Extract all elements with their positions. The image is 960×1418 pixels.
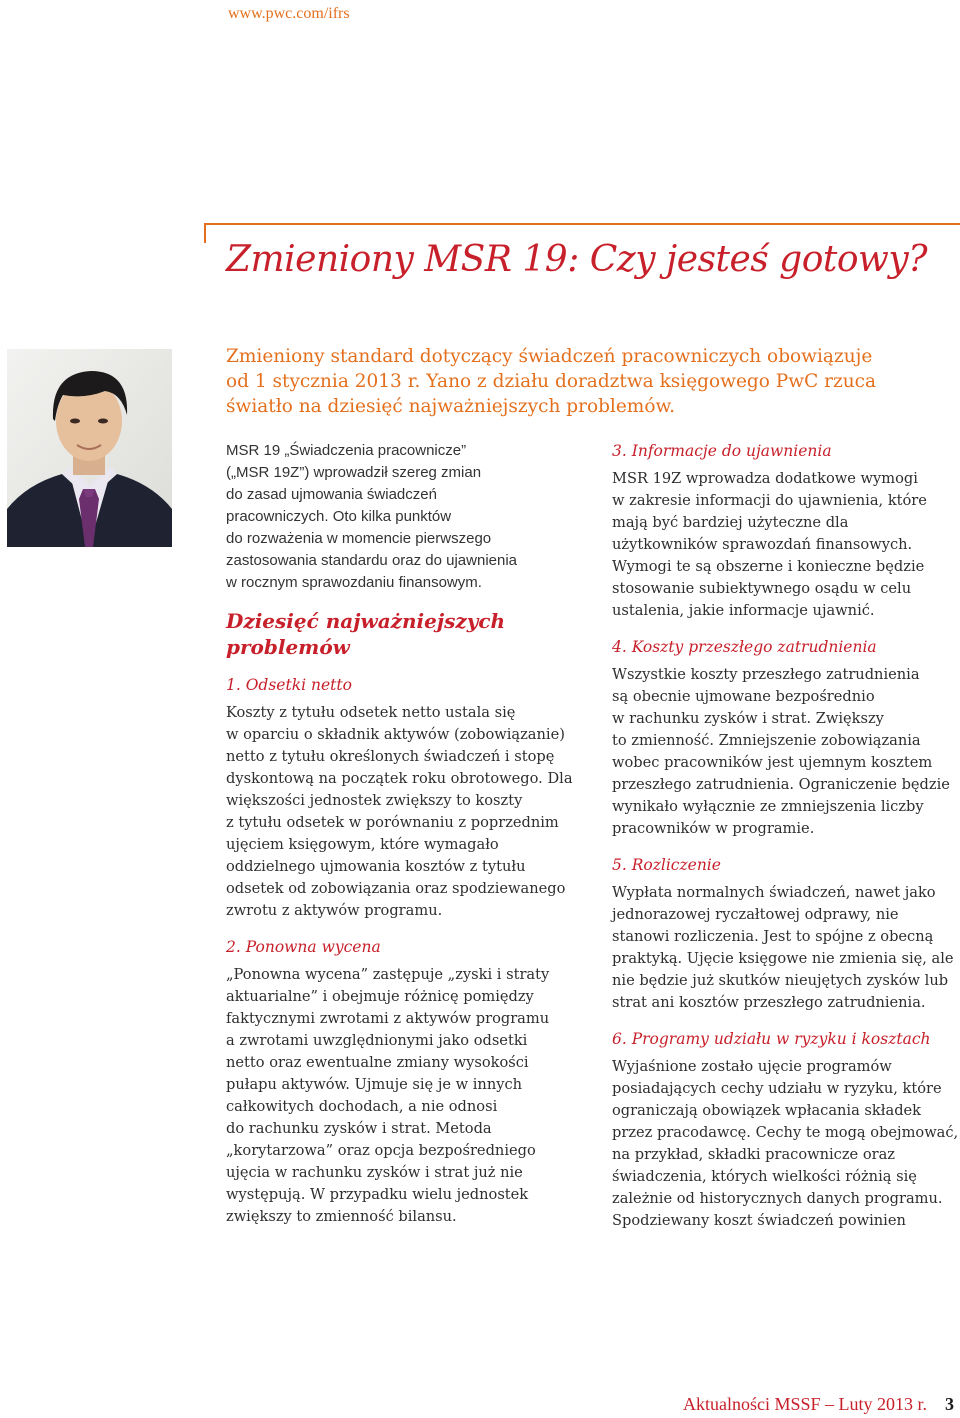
body-line: a zwrotami uwzględnionymi jako odsetki [226,1032,528,1049]
body-line: świadczenia, których wielkości różnią się [612,1168,917,1185]
body-line: użytkowników sprawozdań finansowych. [612,536,913,553]
point-body-4 [612,664,958,840]
body-line: zwrotu z aktywów programu. [226,902,443,919]
body-line: w rachunku zysków i strat. Zwiększy [612,710,884,727]
intro-line: pracowniczych. Oto kilka punktów [226,508,452,525]
point-body-3 [612,468,958,622]
section-heading [226,608,592,660]
body-line: to zmienność. Zmniejszenie zobowiązania [612,732,921,749]
body-line: wynikało wyłącznie ze zmniejszenia liczby [612,798,924,815]
point-body-6 [612,1056,958,1232]
body-line: jednorazowej ryczałtowej odprawy, nie [612,906,899,923]
page-title: Zmieniony MSR 19: Czy jesteś gotowy? [226,239,927,280]
body-line: „korytarzowa” oraz opcja bezpośredniego [226,1142,536,1159]
body-line: Koszty z tytułu odsetek netto ustala się [226,704,516,721]
body-line: są obecnie ujmowane bezpośrednio [612,688,875,705]
intro-line: („MSR 19Z”) wprowadził szereg zmian [226,464,482,481]
body-line: Wymogi te są obszerne i konieczne będzie [612,558,925,575]
body-line: dyskontową na początek roku obrotowego. Dla [226,770,573,787]
intro-line: w rocznym sprawozdaniu finansowym. [226,574,482,591]
body-line: mają być bardziej użyteczne dla [612,514,849,531]
title-rule [204,223,960,225]
body-line: przez pracodawcę. Cechy te mogą obejmować, [612,1124,959,1141]
body-line: ujęcia w rachunku zysków i strat już nie [226,1164,523,1181]
intro-line: do zasad ujmowania świadczeń [226,486,437,503]
body-line: ustalenia, jakie informacje ujawnić. [612,602,875,619]
section-heading-line: problemów [226,635,350,659]
body-line: netto oraz ewentualne zmiany wysokości [226,1054,529,1071]
body-line: praktyką. Ujęcie księgowe nie zmienia się, ale [612,950,954,967]
body-line: oddzielnego ujmowania kosztów z tytułu [226,858,526,875]
body-line: netto z tytułu określonych świadczeń i stopę [226,748,555,765]
body-line: wobec pracowników jest ujemnym kosztem [612,754,933,771]
title-rule-tick [204,223,206,243]
body-line: do rachunku zysków i strat. Metoda [226,1120,492,1137]
body-line: faktycznymi zwrotami z aktywów programu [226,1010,550,1027]
body-line: nie będzie już skutków nieujętych zysków lub [612,972,949,989]
body-line: pułapu aktywów. Ujmuje się je w innych [226,1076,523,1093]
body-line: aktuarialne” i obejmuje różnicę pomiędzy [226,988,534,1005]
body-line: odsetek od zobowiązania oraz spodziewanego [226,880,566,897]
body-line: przeszłego zatrudnienia. Ograniczenie będzie [612,776,950,793]
body-line: MSR 19Z wprowadza dodatkowe wymogi [612,470,918,487]
body-line: w zakresie informacji do ujawnienia, które [612,492,927,509]
page-footer [683,1394,954,1415]
page-number: 3 [945,1394,954,1414]
point-heading-6: 6. Programy udziału w ryzyku i kosztach [612,1030,931,1048]
intro-line: MSR 19 „Świadczenia pracownicze” [226,442,467,459]
body-line: posiadających cechy udziału w ryzyku, które [612,1080,942,1097]
body-line: Wypłata normalnych świadczeń, nawet jako [612,884,936,901]
right-column [612,440,958,1232]
lead-line: światło na dziesięć najważniejszych problemów. [226,396,675,417]
point-heading-4: 4. Koszty przeszłego zatrudnienia [612,638,877,656]
body-line: całkowitych dochodach, a nie odnosi [226,1098,498,1115]
body-line: pracowników w programie. [612,820,815,837]
body-line: ujęciem księgowym, które wymagało [226,836,499,853]
lead-line: Zmieniony standard dotyczący świadczeń pracowniczych obowiązuje [226,346,873,367]
body-line: w oparciu o składnik aktywów (zobowiązanie) [226,726,565,743]
body-line: występują. W przypadku wielu jednostek [226,1186,529,1203]
point-heading-2: 2. Ponowna wycena [226,938,381,956]
section-heading-line: Dziesięć najważniejszych [226,609,506,633]
point-body-1 [226,702,592,922]
point-heading-1: 1. Odsetki netto [226,676,352,694]
body-line: Wszystkie koszty przeszłego zatrudnienia [612,666,920,683]
point-heading-5: 5. Rozliczenie [612,856,721,874]
point-body-2 [226,964,592,1228]
intro-line: do rozważenia w momencie pierwszego [226,530,492,547]
point-heading-3: 3. Informacje do ujawnienia [612,442,832,460]
author-portrait [7,349,172,547]
intro-line: zastosowania standardu oraz do ujawnienia [226,552,518,569]
body-line: zwiększy to zmienność bilansu. [226,1208,457,1225]
body-line: Spodziewany koszt świadczeń powinien [612,1212,906,1229]
footer-publication: Aktualności MSSF – Luty 2013 r. [682,1394,927,1414]
body-line: strat ani kosztów przeszłego zatrudnienia. [612,994,926,1011]
body-line: z tytułu odsetek w porównaniu z poprzednim [226,814,559,831]
intro-paragraph [226,440,592,594]
body-line: Wyjaśnione zostało ujęcie programów [612,1058,892,1075]
point-body-5 [612,882,958,1014]
lead-line: od 1 stycznia 2013 r. Yano z działu doradztwa księgowego PwC rzuca [226,371,877,392]
body-line: ograniczają obowiązek wpłacania składek [612,1102,922,1119]
body-line: stanowi rozliczenia. Jest to spójne z obecną [612,928,934,945]
body-line: większości jednostek zwiększy to koszty [226,792,523,809]
body-line: „Ponowna wycena” zastępuje „zyski i straty [226,966,550,983]
header-url[interactable]: www.pwc.com/ifrs [228,5,350,22]
body-line: zależnie od historycznych danych programu. [612,1190,943,1207]
body-line: na przykład, składki pracownicze oraz [612,1146,895,1163]
left-column [226,440,592,1228]
lead-paragraph [226,344,946,419]
body-line: stosowanie subiektywnego osądu w celu [612,580,912,597]
